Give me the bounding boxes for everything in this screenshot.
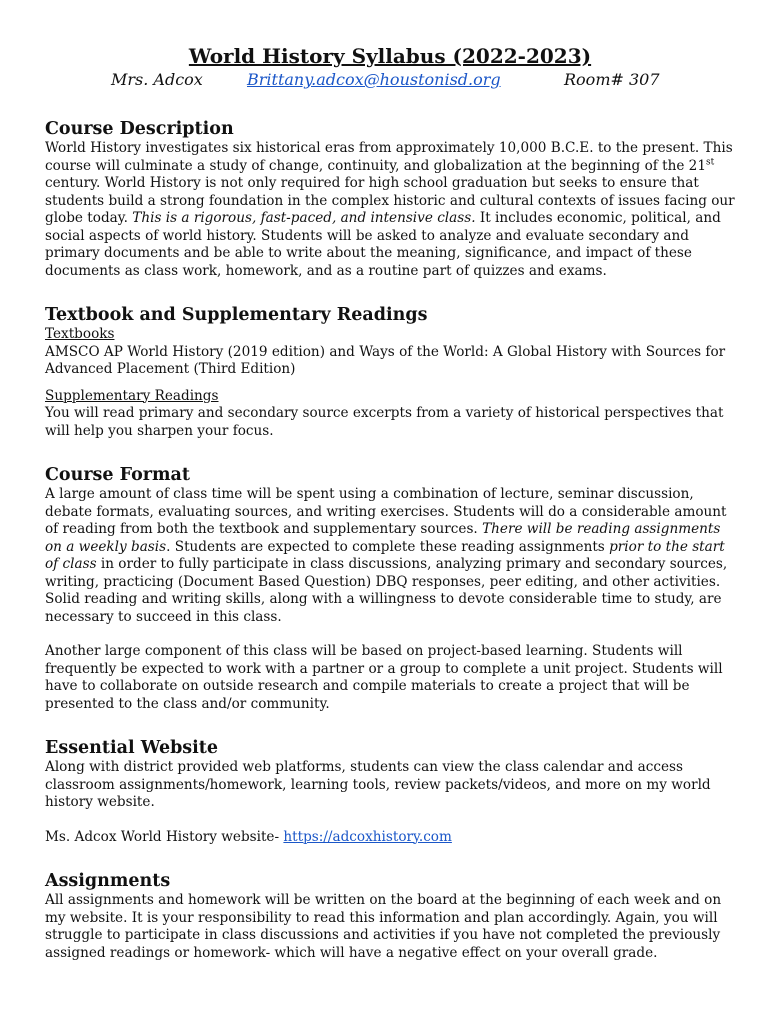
section-website [45,737,735,846]
section-text: AMSCO AP World History (2019 edition) and Ways of the World: A Global History with Sources for Advanced Placement (Third Edition) [45,343,726,377]
subheading-supplementary: Supplementary Readings [45,387,219,404]
section-assignments [45,870,735,962]
section-heading: Course Format [45,465,190,485]
email-link[interactable]: Brittany.adcox@houstonisd.org [247,70,501,89]
section-text: Along with district provided web platforms, students can view the class calendar and access classroom assignments/homework, learning tools, review packets/videos, and more on my world history website. [45,759,711,810]
syllabus-page [45,44,735,962]
website-line: Ms. Adcox World History website- https://adcoxhistory.com [45,828,452,845]
page-title: World History Syllabus (2022-2023) [188,44,592,68]
section-course-description [45,118,735,280]
room-number: Room# 307 [564,70,660,89]
website-link[interactable]: https://adcoxhistory.com [283,828,452,845]
subheading-textbooks: Textbooks [45,326,115,342]
section-text: All assignments and homework will be written on the board at the beginning of each week and on my website. It is your responsibility to read this information and plan accordingly. Again, you will struggle to participate in class discussions and activities if you have not completed the previously assigned readings or homework- which will have a negative effect on your overall grade. [45,892,722,961]
section-course-format [45,464,735,713]
section-text: You will read primary and secondary source excerpts from a variety of historical perspectives that will help you sharpen your focus. [45,405,724,439]
contact-line [45,68,735,92]
section-text: Another large component of this class will be based on project-based learning. Students will frequently be expected to work with a partner or a group to complete a unit project. Students will have to collaborate on outside research and compile materials to create a project that will be presented to the class and/or community. [45,643,723,712]
section-heading: Essential Website [45,738,219,758]
section-heading: Assignments [45,871,171,891]
teacher-name: Mrs. Adcox [111,70,203,89]
section-heading: Course Description [45,119,234,139]
section-text: World History investigates six historical eras from approximately 10,000 B.C.E. to the present. This course will culminate a study of change, continuity, and globalization at the beginning of the 21st century. World History is not only required for high school graduation but seeks to ensure that students build a strong foundation in the complex historic and cultural contexts of issues facing our globe today. This is a rigorous, fast-paced, and intensive class. It includes economic, political, and social aspects of world history. Students will be asked to analyze and evaluate secondary and primary documents and be able to write about the meaning, significance, and impact of these documents as class work, homework, and as a routine part of quizzes and exams. [45,140,735,279]
section-heading: Textbook and Supplementary Readings [45,305,428,325]
section-text: A large amount of class time will be spent using a combination of lecture, seminar discussion, debate formats, evaluating sources, and writing exercises. Students will do a considerable amount of reading from both the textbook and supplementary sources. There will be reading assignments on a weekly basis. Students are expected to complete these reading assignments prior to the start of class in order to fully participate in class discussions, analyzing primary and secondary sources, writing, practicing (Document Based Question) DBQ responses, peer editing, and other activities. Solid reading and writing skills, along with a willingness to devote considerable time to study, are necessary to succeed in this class. [45,486,728,625]
section-textbooks [45,304,735,440]
